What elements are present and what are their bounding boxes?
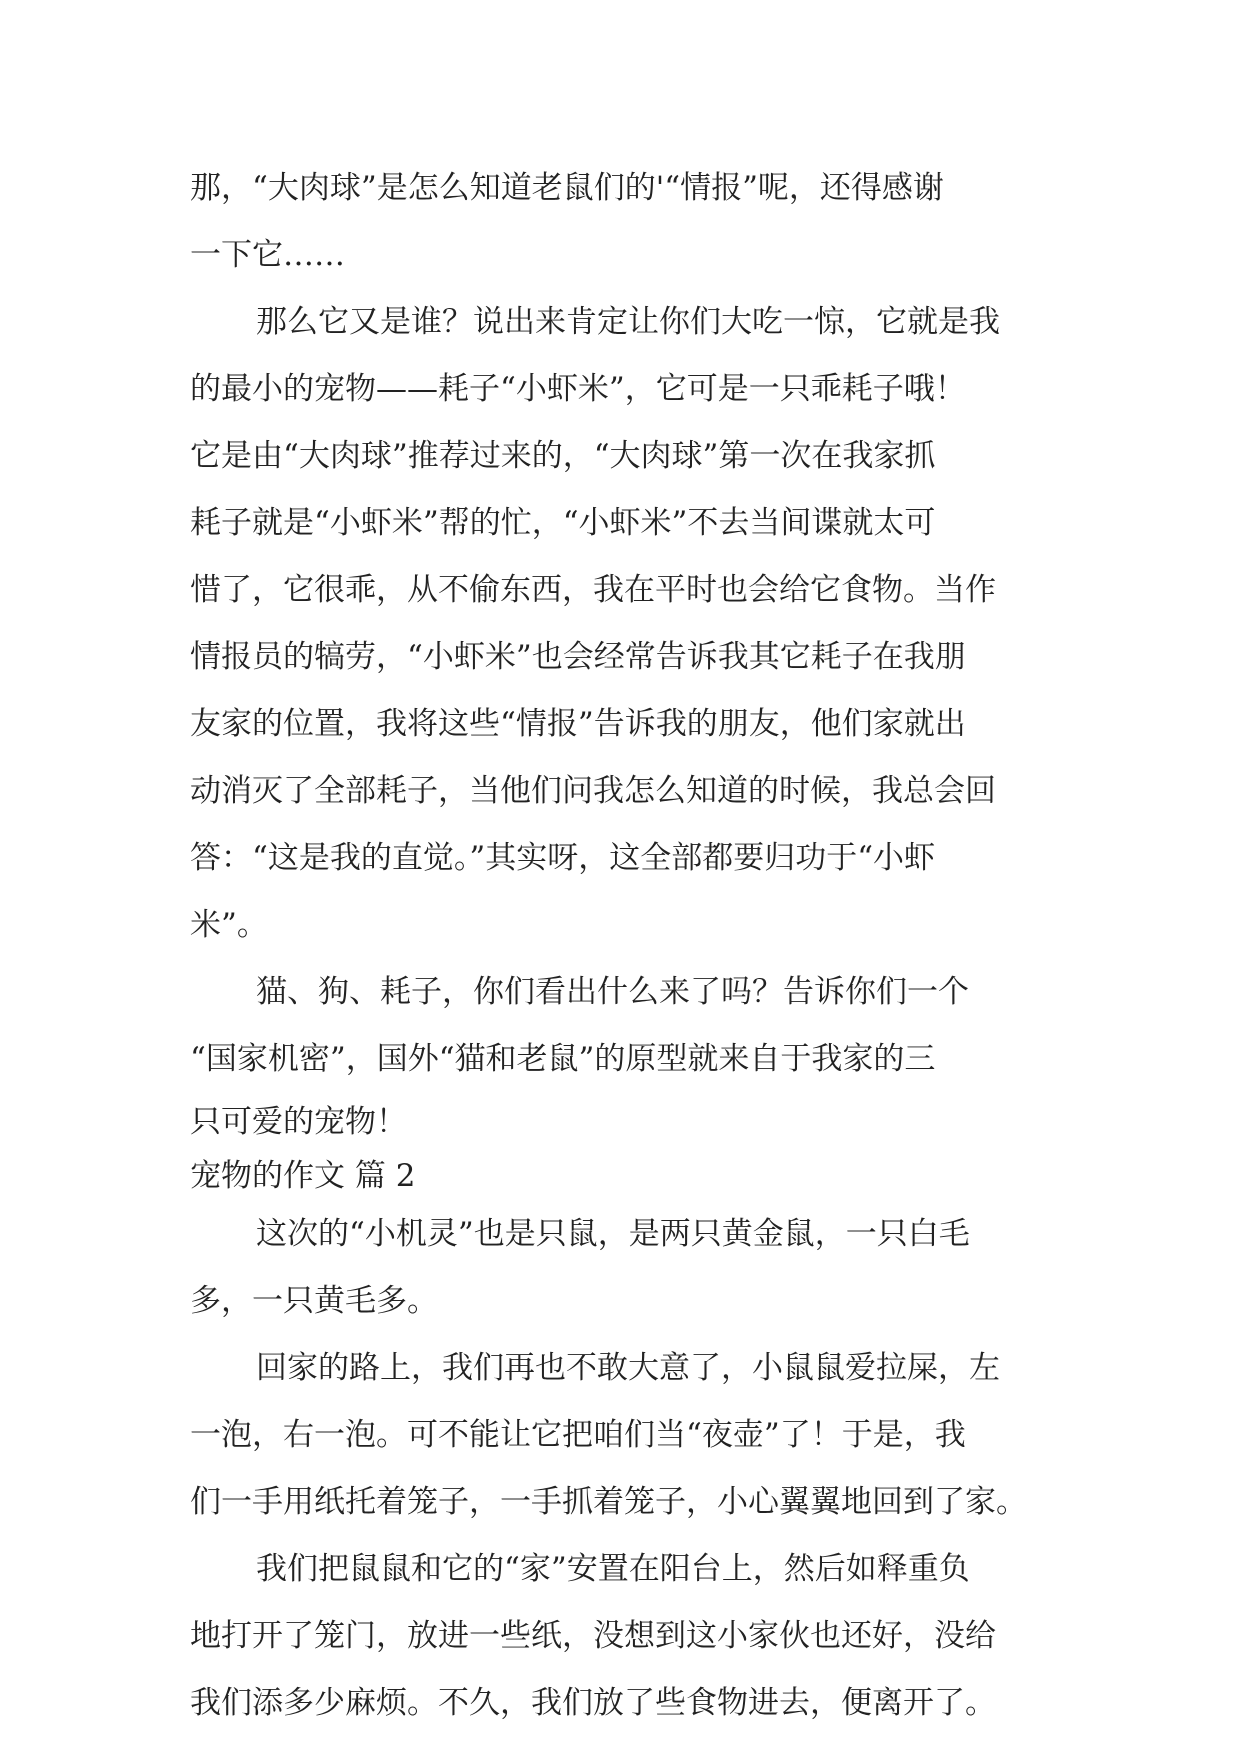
text-line: 们一手用纸托着笼子，一手抓着笼子，小心翼翼地回到了家。	[190, 1484, 1027, 1520]
text-line: 它是由“大肉球”推荐过来的，“大肉球”第一次在我家抓	[190, 438, 936, 474]
text-line: 惜了，它很乖，从不偷东西，我在平时也会给它食物。当作	[190, 572, 996, 608]
text-line: 友家的位置，我将这些“情报”告诉我的朋友，他们家就出	[190, 706, 966, 742]
paragraph-start-line: 那么它又是谁？说出来肯定让你们大吃一惊，它就是我	[256, 304, 1000, 340]
text-line: 我们添多少麻烦。不久，我们放了些食物进去，便离开了。	[190, 1685, 996, 1721]
text-line: 那，“大肉球”是怎么知道老鼠们的'“情报”呢，还得感谢	[190, 170, 944, 206]
paragraph-start-line: 我们把鼠鼠和它的“家”安置在阳台上，然后如释重负	[256, 1551, 970, 1587]
text-line: 地打开了笼门，放进一些纸，没想到这小家伙也还好，没给	[190, 1618, 996, 1654]
text-line: 答：“这是我的直觉。”其实呀，这全部都要归功于“小虾	[190, 840, 936, 876]
text-line: 米”。	[190, 907, 268, 943]
text-line: “国家机密”，国外“猫和老鼠”的原型就来自于我家的三	[190, 1041, 936, 1077]
paragraph-start-line: 这次的“小机灵”也是只鼠，是两只黄金鼠，一只白毛	[256, 1216, 970, 1252]
text-line: 只可爱的宠物！	[190, 1104, 407, 1140]
section-heading: 宠物的作文 篇 2	[190, 1158, 416, 1194]
text-line: 动消灭了全部耗子，当他们问我怎么知道的时候，我总会回	[190, 773, 996, 809]
text-line: 一下它……	[190, 237, 345, 273]
text-line: 的最小的宠物——耗子“小虾米”，它可是一只乖耗子哦！	[190, 371, 966, 407]
text-line: 多，一只黄毛多。	[190, 1283, 438, 1319]
text-line: 耗子就是“小虾米”帮的忙，“小虾米”不去当间谍就太可	[190, 505, 936, 541]
paragraph-start-line: 猫、狗、耗子，你们看出什么来了吗？告诉你们一个	[256, 974, 969, 1010]
text-line: 一泡，右一泡。可不能让它把咱们当“夜壶”了！于是，我	[190, 1417, 966, 1453]
text-line: 情报员的犒劳，“小虾米”也会经常告诉我其它耗子在我朋	[190, 639, 966, 675]
article-body	[190, 155, 1070, 1737]
paragraph-start-line: 回家的路上，我们再也不敢大意了，小鼠鼠爱拉屎，左	[256, 1350, 1000, 1386]
